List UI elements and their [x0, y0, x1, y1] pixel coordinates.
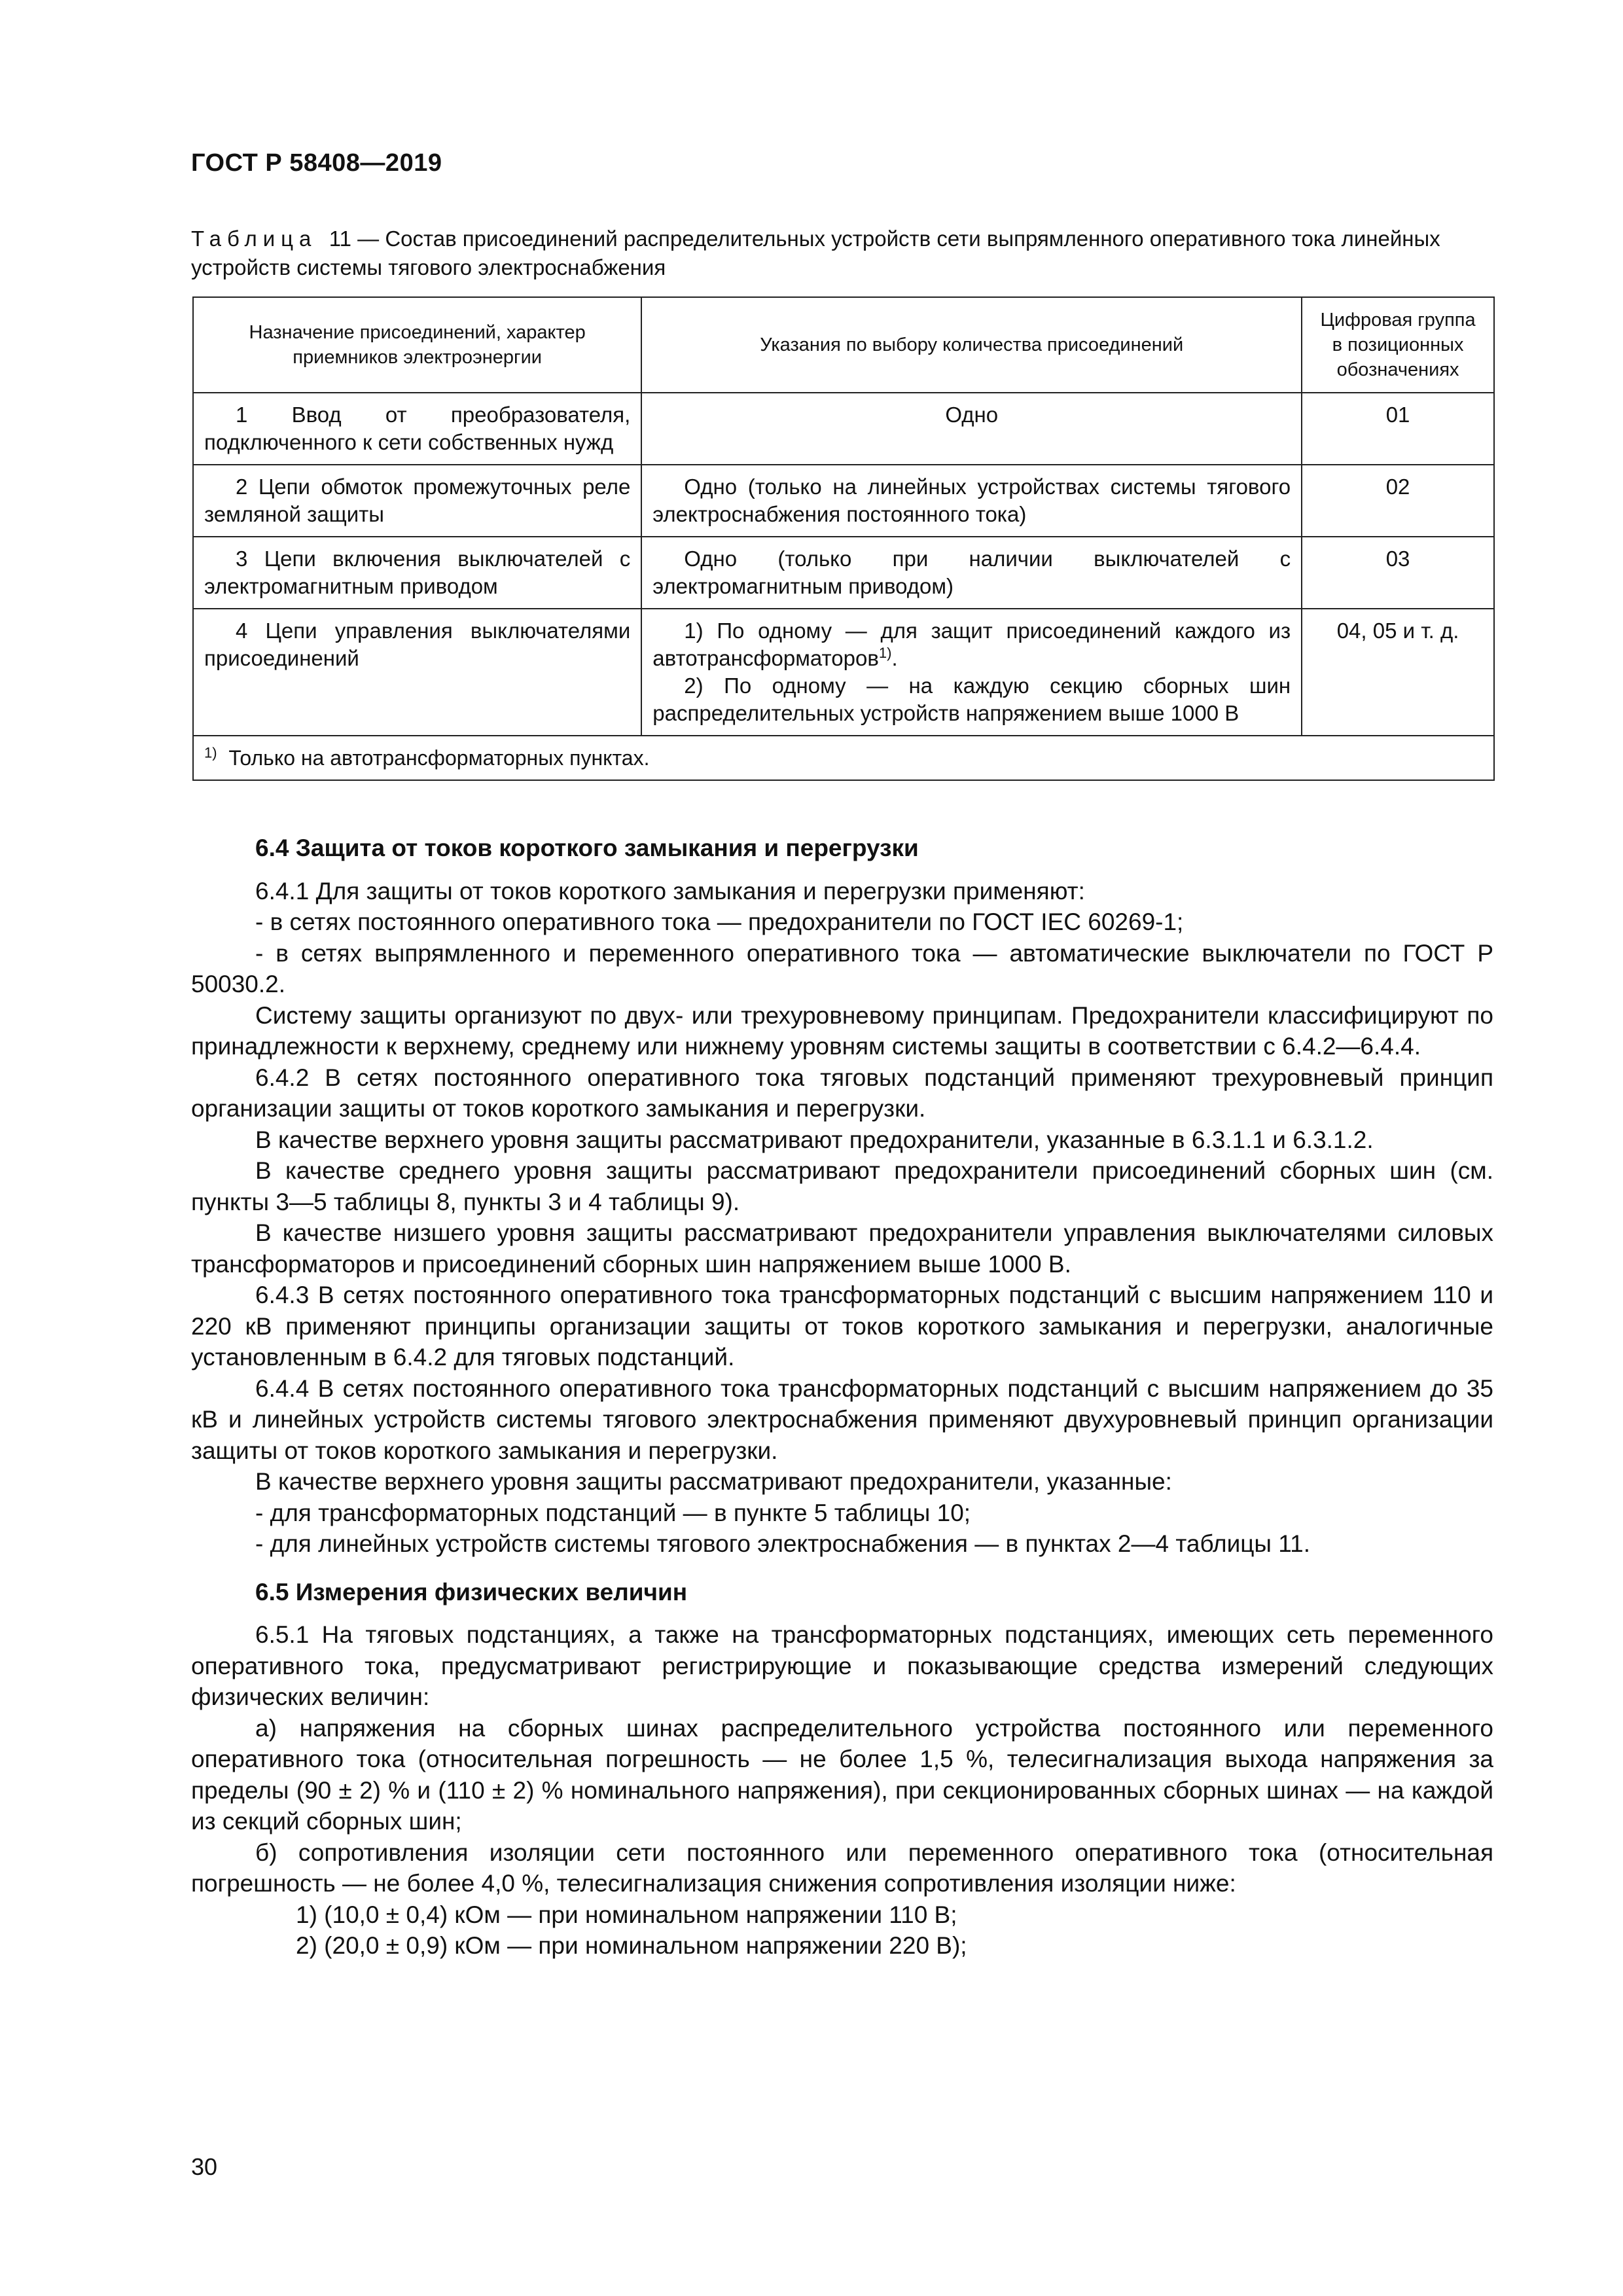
- list-item: - для линейных устройств системы тягового электроснабжения — в пунктах 2—4 таблицы 11.: [255, 1530, 1310, 1557]
- cell-text: 1 Ввод от преобразователя, подключенного к сети собственных нужд: [204, 403, 631, 454]
- list-item: а) напряжения на сборных шинах распределительного устройства постоянного или переменного оперативного тока (относительная погрешность — не более 1,5 %, телесигнализация выхода напряжения за пределы (90 ± 2) % и (110 ± 2) % номинального напряжения), при секционированных сборных шинах — на каждой из секций сборных шин;: [191, 1714, 1493, 1835]
- guide-item-2: 2) По одному — на каждую секцию сборных шин распределительных устройств напряжением выше 1000 В: [652, 673, 1291, 725]
- section-title-6-5: 6.5 Измерения физических величин: [255, 1578, 688, 1605]
- body-text: [191, 823, 1493, 1962]
- paragraph: 6.4.2 В сетях постоянного оперативного тока тяговых подстанций применяют трехуровневый принцип организации защиты от токов короткого замыкания и перегрузки.: [191, 1064, 1493, 1122]
- paragraph: В качестве среднего уровня защиты рассматривают предохранители присоединений сборных шин (см. пункты 3—5 таблицы 8, пункты 3 и 4 таблицы 9).: [191, 1157, 1493, 1215]
- paragraph: 6.4.3 В сетях постоянного оперативного тока трансформаторных подстанций с высшим напряжением 110 и 220 кВ применяют принципы организации защиты от токов короткого замыкания и перегрузки, аналогичные установленным в 6.4.2 для тяговых подстанций.: [191, 1282, 1493, 1371]
- header-code: Цифровая группа в позиционных обозначениях: [1302, 297, 1494, 393]
- paragraph: 6.4.1 Для защиты от токов короткого замыкания и перегрузки применяют:: [255, 877, 1085, 905]
- footnote-mark: 1): [204, 744, 217, 761]
- paragraph: 6.4.4 В сетях постоянного оперативного тока трансформаторных подстанций с высшим напряжением до 35 кВ и линейных устройств системы тягового электроснабжения применяют двухуровневый принцип организации защиты от токов короткого замыкания и перегрузки.: [191, 1374, 1493, 1464]
- list-item: - в сетях выпрямленного и переменного оперативного тока — автоматические выключатели по ГОСТ Р 50030.2.: [191, 939, 1493, 997]
- row-code: 04, 05 и т. д.: [1302, 609, 1494, 736]
- table-caption: [191, 224, 1493, 282]
- sub-list-item: 1) (10,0 ± 0,4) кОм — при номинальном напряжении 110 В;: [296, 1901, 957, 1928]
- page-number: 30: [191, 2153, 218, 2180]
- row-code: 01: [1302, 393, 1494, 465]
- guide-item-1-text: 1) По одному — для защит присоединений каждого из автотрансформаторов: [652, 619, 1291, 670]
- row-purpose: [193, 465, 641, 537]
- sub-list-item: 2) (20,0 ± 0,9) кОм — при номинальном напряжении 220 В);: [296, 1932, 967, 1959]
- list-item: - в сетях постоянного оперативного тока — предохранители по ГОСТ IEC 60269-1;: [255, 908, 1184, 935]
- row-guide: [641, 537, 1302, 609]
- paragraph: В качестве верхнего уровня защиты рассматривают предохранители, указанные:: [255, 1468, 1172, 1495]
- cell-text: Одно (только при наличии выключателей с электромагнитным приводом): [652, 547, 1291, 598]
- cell-text: 4 Цепи управления выключателями присоединений: [204, 619, 631, 670]
- table-caption-label: Таблица: [191, 226, 317, 251]
- table-11: [192, 296, 1495, 781]
- row-purpose: [193, 537, 641, 609]
- cell-text: Одно (только на линейных устройствах системы тягового электроснабжения постоянного тока): [652, 475, 1291, 526]
- guide-item-1-end: .: [891, 646, 898, 670]
- paragraph: В качестве верхнего уровня защиты рассматривают предохранители, указанные в 6.3.1.1 и 6.3.1.2.: [255, 1126, 1374, 1153]
- header-guide: Указания по выбору количества присоединений: [641, 297, 1302, 393]
- guide-item-1: [652, 617, 1291, 672]
- table-caption-text: 11 — Состав присоединений распределительных устройств сети выпрямленного оперативного тока линейных устройств системы тягового электроснабжения: [191, 226, 1440, 279]
- table-footnote: [193, 736, 1494, 780]
- list-item: - для трансформаторных подстанций — в пункте 5 таблицы 10;: [255, 1499, 971, 1526]
- row-purpose: [193, 393, 641, 465]
- table-header-row: [193, 297, 1494, 393]
- table-row: [193, 609, 1494, 736]
- row-purpose: [193, 609, 641, 736]
- row-code: 02: [1302, 465, 1494, 537]
- table-row: [193, 393, 1494, 465]
- section-title-6-4: 6.4 Защита от токов короткого замыкания и перегрузки: [255, 834, 919, 861]
- cell-text: 3 Цепи включения выключателей с электромагнитным приводом: [204, 547, 631, 598]
- header-purpose: Назначение присоединений, характер приемников электроэнергии: [193, 297, 641, 393]
- table-footnote-row: [193, 736, 1494, 780]
- paragraph: 6.5.1 На тяговых подстанциях, а также на трансформаторных подстанциях, имеющих сеть переменного оперативного тока, предусматривают регистрирующие и показывающие средства измерений следующих физических величин:: [191, 1621, 1493, 1710]
- row-guide: [641, 465, 1302, 537]
- document-header: ГОСТ Р 58408—2019: [191, 149, 442, 177]
- table-row: [193, 465, 1494, 537]
- footnote-text: Только на автотрансформаторных пунктах.: [228, 746, 650, 770]
- row-code: 03: [1302, 537, 1494, 609]
- paragraph: Систему защиты организуют по двух- или трехуровневому принципам. Предохранители классифицируют по принадлежности к верхнему, среднему или нижнему уровням системы защиты в соответствии с 6.4.2—6.4.4.: [191, 1001, 1493, 1060]
- row-guide: [641, 609, 1302, 736]
- row-guide: Одно: [641, 393, 1302, 465]
- cell-text: 2 Цепи обмоток промежуточных реле земляной защиты: [204, 475, 631, 526]
- table-row: [193, 537, 1494, 609]
- footnote-ref: 1): [878, 645, 892, 661]
- paragraph: В качестве низшего уровня защиты рассматривают предохранители управления выключателями силовых трансформаторов и присоединений сборных шин напряжением выше 1000 В.: [191, 1219, 1493, 1278]
- list-item: б) сопротивления изоляции сети постоянного или переменного оперативного тока (относительная погрешность — не более 4,0 %, телесигнализация снижения сопротивления изоляции ниже:: [191, 1839, 1493, 1897]
